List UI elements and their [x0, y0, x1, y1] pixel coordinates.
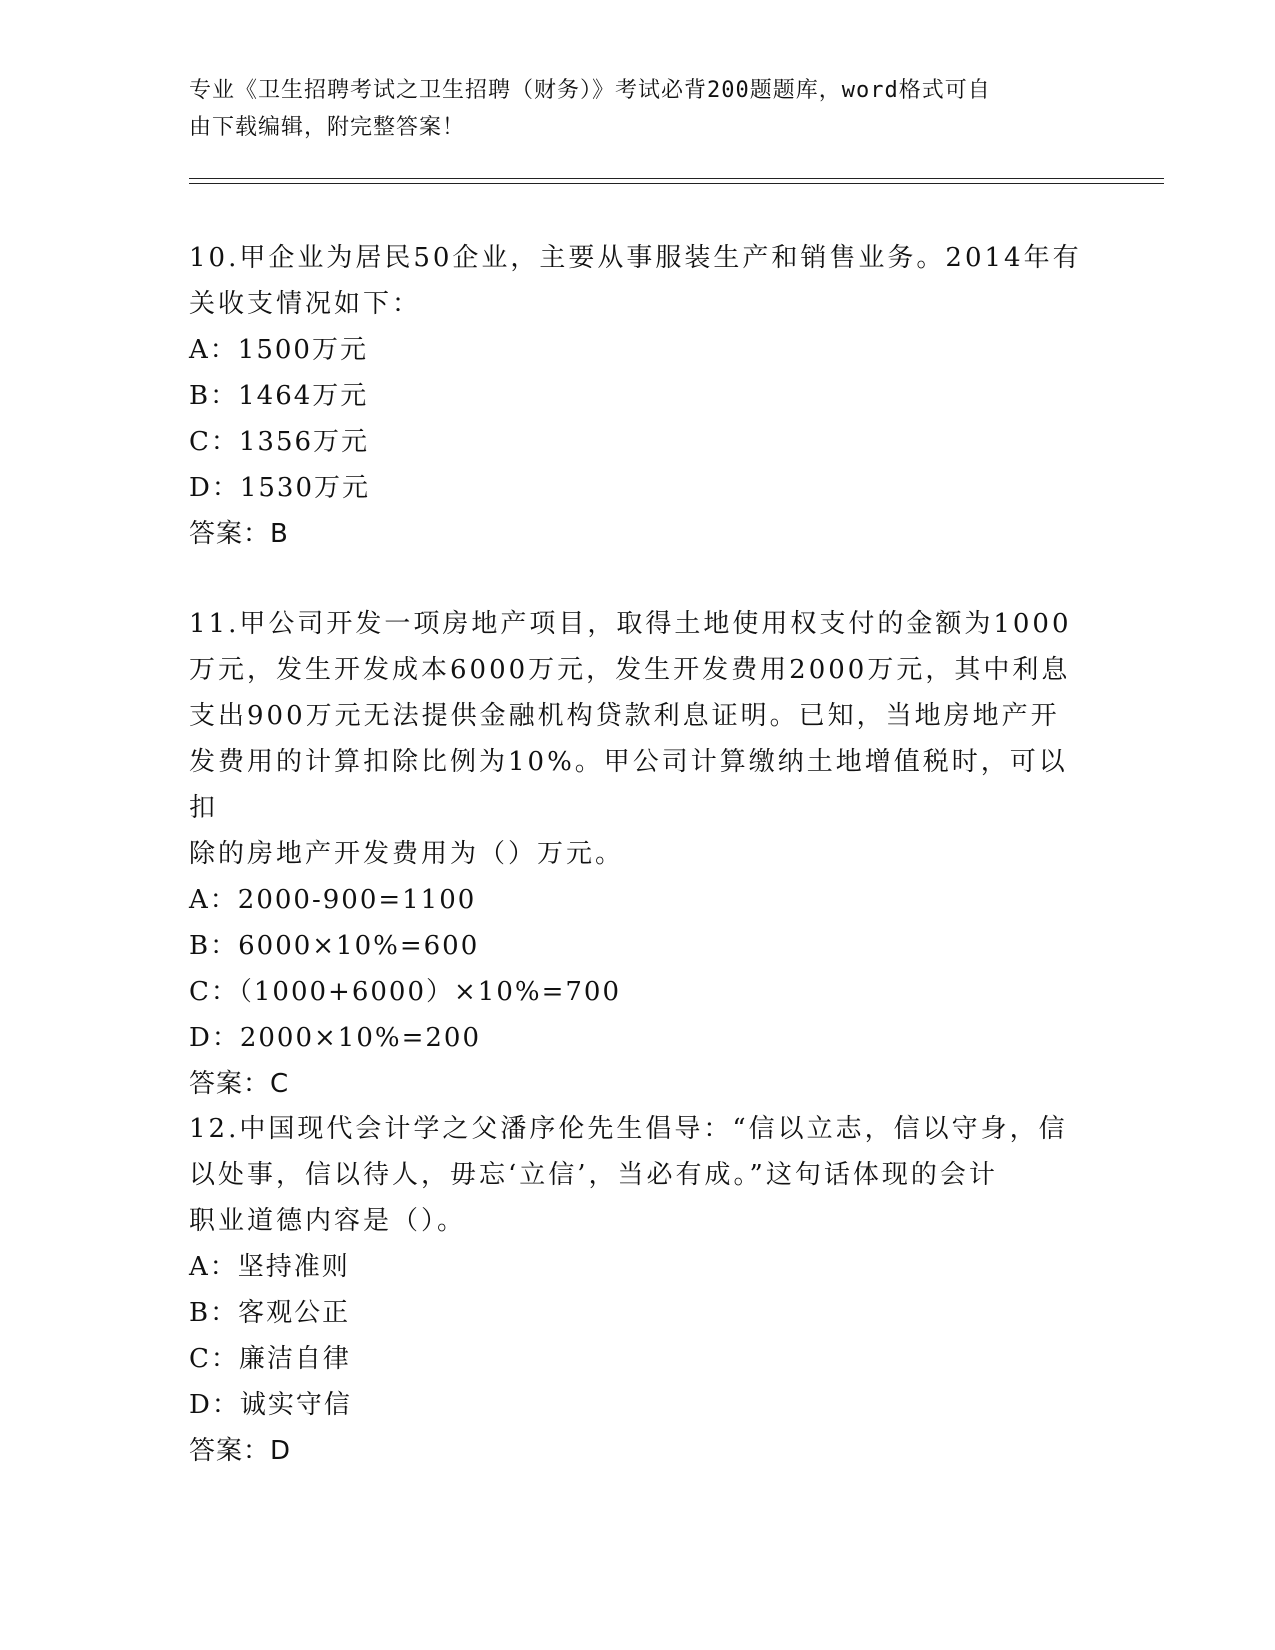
option-a: A：坚持准则 [189, 1252, 350, 1282]
question-stem-line: 关收支情况如下： [189, 289, 422, 319]
option-d: D：诚实守信 [189, 1390, 352, 1420]
question-stem-line: 以处事，信以待人，毋忘‘立信’，当必有成。”这句话体现的会计 [189, 1160, 998, 1190]
question-11 [189, 601, 1089, 1107]
header-line-1: 专业《卫生招聘考试之卫生招聘（财务）》考试必背200题题库，word格式可自 [189, 78, 991, 103]
question-stem-line: 11.甲公司开发一项房地产项目，取得土地使用权支付的金额为1000 [189, 609, 1072, 639]
option-c: C：（1000+6000）×10%=700 [189, 977, 622, 1007]
option-a: A：1500万元 [189, 335, 368, 365]
option-a: A：2000-900=1100 [189, 885, 477, 915]
answer: 答案：C [189, 1069, 290, 1099]
option-b: B：1464万元 [189, 381, 369, 411]
header-divider-top [189, 178, 1164, 179]
option-b: B：6000×10%=600 [189, 931, 480, 961]
question-stem-line: 发费用的计算扣除比例为10%。甲公司计算缴纳土地增值税时，可以扣 [189, 747, 1068, 823]
document-header [189, 72, 1069, 146]
answer: 答案：D [189, 1436, 292, 1466]
question-stem [189, 235, 1089, 327]
question-stem-line: 12.中国现代会计学之父潘序伦先生倡导：“信以立志，信以守身，信 [189, 1114, 1068, 1144]
question-stem-line: 万元，发生开发成本6000万元，发生开发费用2000万元，其中利息 [189, 655, 1071, 685]
header-line-2: 由下载编辑，附完整答案！ [189, 115, 466, 140]
header-divider-bottom [189, 183, 1164, 184]
question-stem [189, 1106, 1089, 1244]
question-stem-line: 职业道德内容是（）。 [189, 1206, 467, 1236]
option-b: B：客观公正 [189, 1298, 351, 1328]
question-stem-line: 10.甲企业为居民50企业，主要从事服装生产和销售业务。2014年有 [189, 243, 1082, 273]
option-c: C：廉洁自律 [189, 1344, 351, 1374]
option-d: D：2000×10%=200 [189, 1023, 481, 1053]
question-stem-line: 除的房地产开发费用为（）万元。 [189, 839, 625, 869]
question-10 [189, 235, 1089, 557]
question-stem [189, 601, 1089, 877]
option-d: D：1530万元 [189, 473, 371, 503]
question-stem-line: 支出900万元无法提供金融机构贷款利息证明。已知，当地房地产开 [189, 701, 1060, 731]
question-12 [189, 1106, 1089, 1474]
answer: 答案：B [189, 519, 289, 549]
option-c: C：1356万元 [189, 427, 370, 457]
